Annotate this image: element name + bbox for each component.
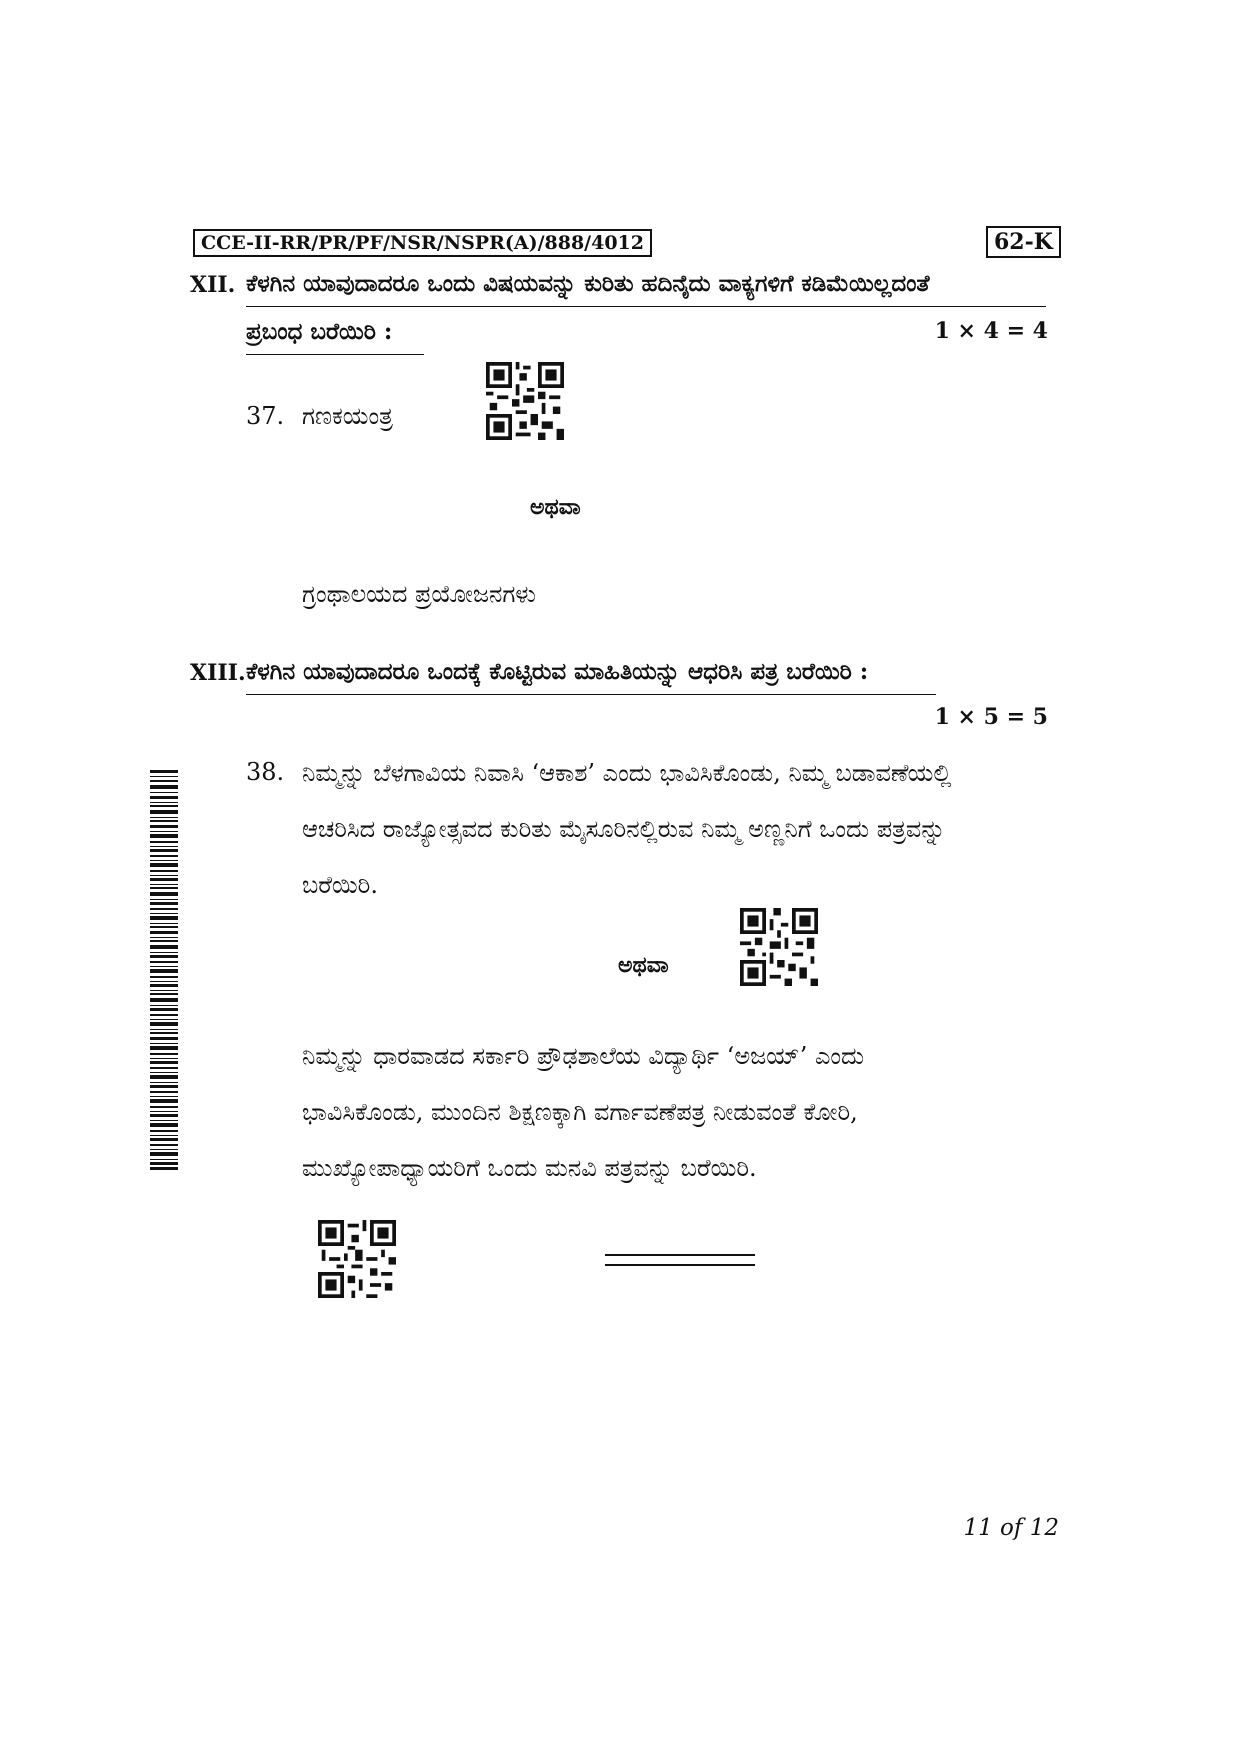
question-text xyxy=(302,745,1062,913)
question-number: 37. xyxy=(246,402,285,430)
question-line: ಮುಖ್ಯೋಪಾಧ್ಯಾಯರಿಗೆ ಒಂದು ಮನವಿ ಪತ್ರವನ್ನು ಬರೆಯಿರಿ. xyxy=(302,1154,757,1182)
or-separator: ಅಥವಾ xyxy=(618,952,669,978)
section-xii-marks: 1 × 4 = 4 xyxy=(934,318,1048,344)
section-xii-number: XII. xyxy=(190,272,236,298)
qr-code-icon xyxy=(740,908,818,986)
paper-code: CCE-II-RR/PR/PF/NSR/NSPR(A)/888/4012 xyxy=(193,229,652,257)
alternative-question: ಗ್ರಂಥಾಲಯದ ಪ್ರಯೋಜನಗಳು xyxy=(302,580,537,608)
section-xii-heading: ಕೆಳಗಿನ ಯಾವುದಾದರೂ ಒಂದು ವಿಷಯವನ್ನು ಕುರಿತು ಹದಿನೈದು ವಾಕ್ಯಗಳಿಗೆ ಕಡಿಮೆಯಿಲ್ಲದಂತೆ xyxy=(246,270,930,297)
question-line: ನಿಮ್ಮನ್ನು ಧಾರವಾಡದ ಸರ್ಕಾರಿ ಪ್ರೌಢಶಾಲೆಯ ವಿದ್ಯಾರ್ಥಿ ‘ಅಜಯ್’ ಎಂದು xyxy=(302,1042,865,1070)
question-line: ನಿಮ್ಮನ್ನು ಬೆಳಗಾವಿಯ ನಿವಾಸಿ ‘ಆಕಾಶ’ ಎಂದು ಭಾವಿಸಿಕೊಂಡು, ನಿಮ್ಮ ಬಡಾವಣೆಯಲ್ಲಿ xyxy=(302,759,952,787)
heading-underline xyxy=(246,694,936,695)
question-line: ಆಚರಿಸಿದ ರಾಜ್ಯೋತ್ಸವದ ಕುರಿತು ಮೈಸೂರಿನಲ್ಲಿರುವ ನಿಮ್ಮ ಅಣ್ಣನಿಗೆ ಒಂದು ಪತ್ರವನ್ನು xyxy=(302,815,946,843)
end-of-paper-rule xyxy=(605,1254,755,1266)
section-xiii-heading: ಕೆಳಗಿನ ಯಾವುದಾದರೂ ಒಂದಕ್ಕೆ ಕೊಟ್ಟಿರುವ ಮಾಹಿತಿಯನ್ನು ಆಧರಿಸಿ ಪತ್ರ ಬರೆಯಿರಿ : xyxy=(246,658,869,685)
version-code: 62-K xyxy=(986,226,1061,258)
page-number: 11 of 12 xyxy=(963,1515,1059,1541)
or-separator: ಅಥವಾ xyxy=(530,494,581,520)
barcode-icon xyxy=(150,770,178,1170)
qr-code-icon xyxy=(486,362,564,440)
section-xii-heading-cont: ಪ್ರಬಂಧ ಬರೆಯಿರಿ : xyxy=(246,318,393,345)
question-number: 38. xyxy=(246,758,285,786)
question-line: ಬರೆಯಿರಿ. xyxy=(302,871,378,899)
section-xiii-marks: 1 × 5 = 5 xyxy=(934,704,1048,730)
heading-underline xyxy=(246,306,1046,307)
heading-underline xyxy=(246,354,424,355)
alternative-question xyxy=(302,1028,1054,1196)
question-line: ಭಾವಿಸಿಕೊಂಡು, ಮುಂದಿನ ಶಿಕ್ಷಣಕ್ಕಾಗಿ ವರ್ಗಾವಣೆಪತ್ರ ನೀಡುವಂತೆ ಕೋರಿ, xyxy=(302,1098,858,1126)
section-xiii-number: XIII. xyxy=(190,660,246,686)
question-text: ಗಣಕಯಂತ್ರ xyxy=(302,402,393,430)
qr-code-icon xyxy=(318,1220,396,1298)
